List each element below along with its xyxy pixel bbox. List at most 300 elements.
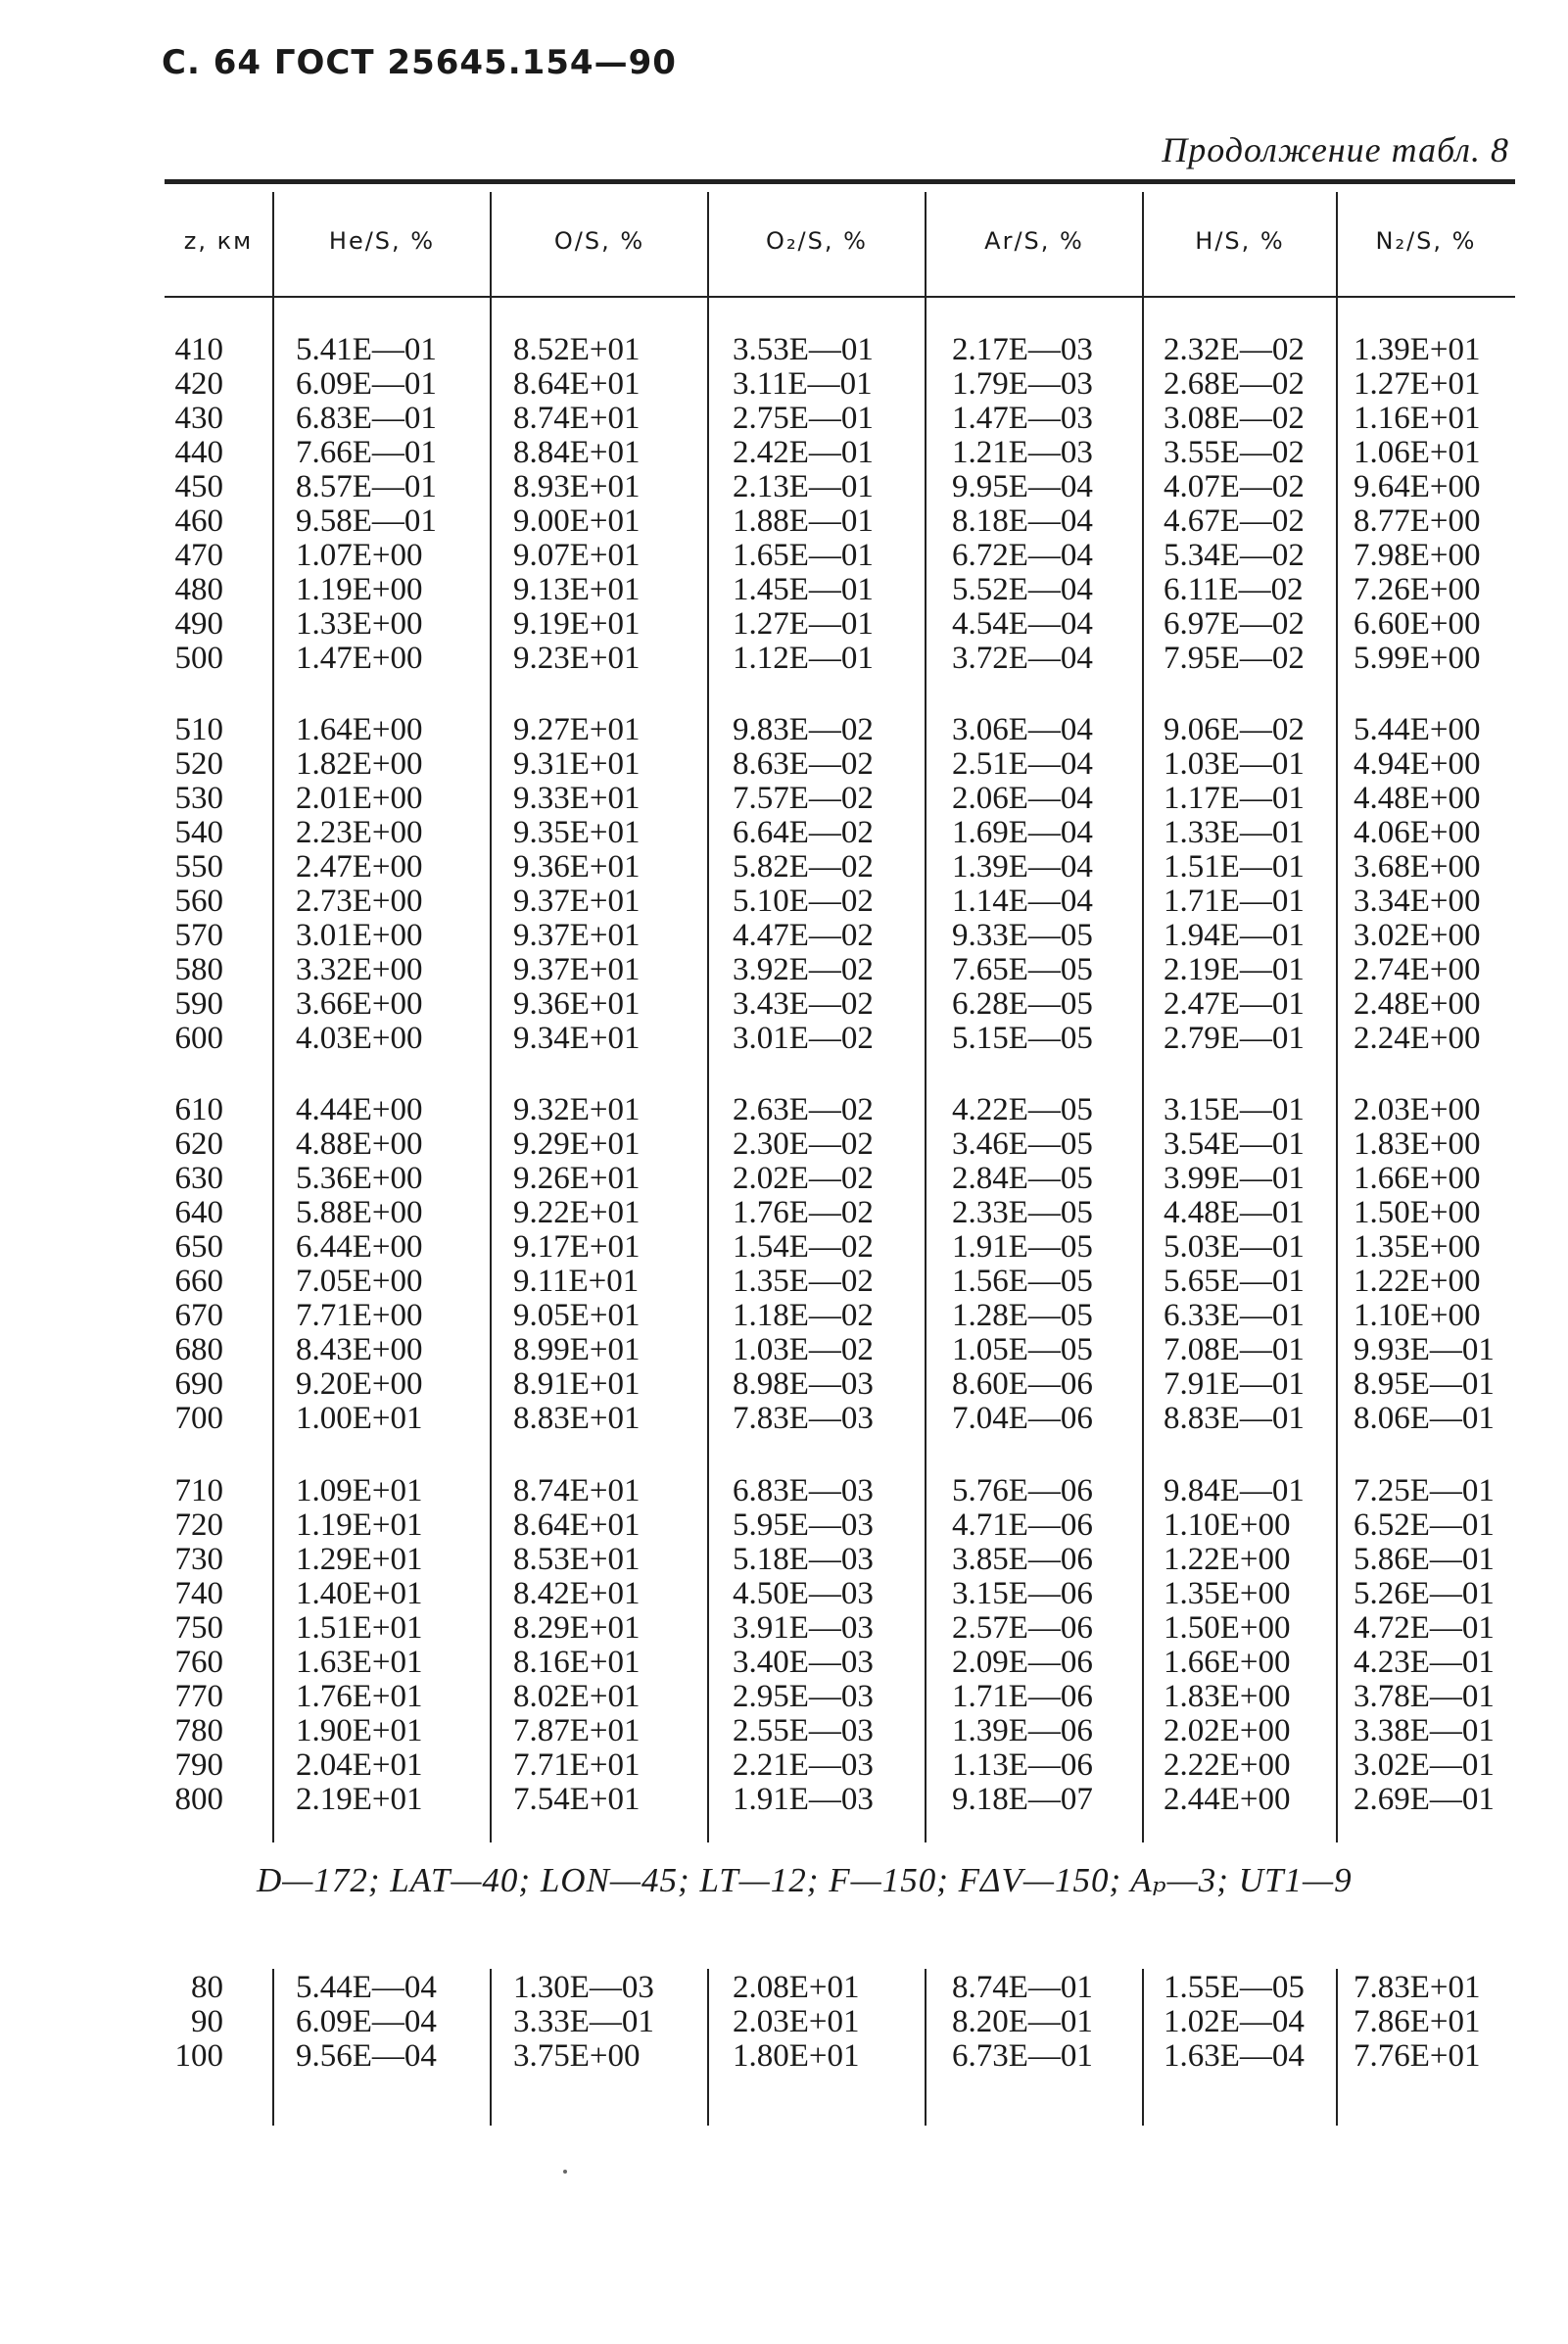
cell-ar: 7.04E—06 bbox=[952, 1401, 1093, 1436]
page-speck bbox=[563, 2170, 567, 2174]
cell-ar: 2.57E—06 bbox=[952, 1610, 1093, 1646]
cell-he: 6.09E—04 bbox=[296, 2004, 437, 2039]
cell-he: 4.03E+00 bbox=[296, 1021, 423, 1056]
cell-o: 7.54E+01 bbox=[513, 1782, 641, 1817]
cell-o2: 1.27E—01 bbox=[733, 606, 874, 642]
cell-n2: 1.50E+00 bbox=[1354, 1195, 1481, 1230]
cell-o: 9.37E+01 bbox=[513, 884, 641, 919]
column-separator-5 bbox=[1142, 1969, 1144, 2126]
cell-ar: 1.79E—03 bbox=[952, 366, 1093, 402]
cell-n2: 7.86E+01 bbox=[1354, 2004, 1481, 2039]
cell-h: 2.22E+00 bbox=[1164, 1747, 1291, 1783]
cell-o2: 2.13E—01 bbox=[733, 469, 874, 504]
cell-o2: 1.35E—02 bbox=[733, 1264, 874, 1299]
cell-o: 9.37E+01 bbox=[513, 952, 641, 987]
cell-z: 550 bbox=[174, 849, 223, 885]
cell-o2: 2.21E—03 bbox=[733, 1747, 874, 1783]
column-header-ar: Ar/S, % bbox=[984, 227, 1084, 255]
cell-h: 1.35E+00 bbox=[1164, 1576, 1291, 1611]
cell-z: 580 bbox=[174, 952, 223, 987]
cell-z: 650 bbox=[174, 1229, 223, 1265]
cell-ar: 2.09E—06 bbox=[952, 1645, 1093, 1680]
cell-n2: 6.60E+00 bbox=[1354, 606, 1481, 642]
cell-h: 1.22E+00 bbox=[1164, 1542, 1291, 1577]
cell-ar: 1.47E—03 bbox=[952, 401, 1093, 436]
cell-h: 7.91E—01 bbox=[1164, 1366, 1305, 1402]
cell-h: 4.48E—01 bbox=[1164, 1195, 1305, 1230]
cell-o2: 1.80E+01 bbox=[733, 2038, 860, 2074]
cell-ar: 1.13E—06 bbox=[952, 1747, 1093, 1783]
cell-ar: 3.72E—04 bbox=[952, 641, 1093, 676]
column-header-z: z, км bbox=[183, 227, 254, 255]
cell-o2: 1.91E—03 bbox=[733, 1782, 874, 1817]
cell-ar: 9.18E—07 bbox=[952, 1782, 1093, 1817]
cell-he: 6.83E—01 bbox=[296, 401, 437, 436]
cell-z: 430 bbox=[174, 401, 223, 436]
cell-o2: 8.98E—03 bbox=[733, 1366, 874, 1402]
cell-h: 7.08E—01 bbox=[1164, 1332, 1305, 1367]
cell-ar: 6.28E—05 bbox=[952, 986, 1093, 1022]
cell-h: 3.54E—01 bbox=[1164, 1126, 1305, 1162]
column-separator-6 bbox=[1336, 192, 1338, 1842]
cell-he: 2.01E+00 bbox=[296, 781, 423, 816]
cell-n2: 3.38E—01 bbox=[1354, 1713, 1495, 1748]
cell-o: 8.52E+01 bbox=[513, 332, 641, 367]
column-separator-3 bbox=[707, 1969, 709, 2126]
cell-o: 8.02E+01 bbox=[513, 1679, 641, 1714]
cell-o: 9.33E+01 bbox=[513, 781, 641, 816]
cell-h: 1.33E—01 bbox=[1164, 815, 1305, 850]
cell-he: 6.09E—01 bbox=[296, 366, 437, 402]
cell-ar: 5.15E—05 bbox=[952, 1021, 1093, 1056]
cell-z: 80 bbox=[191, 1970, 223, 2005]
cell-z: 450 bbox=[174, 469, 223, 504]
cell-o2: 2.95E—03 bbox=[733, 1679, 874, 1714]
cell-o: 9.23E+01 bbox=[513, 641, 641, 676]
cell-h: 2.47E—01 bbox=[1164, 986, 1305, 1022]
cell-o: 8.42E+01 bbox=[513, 1576, 641, 1611]
cell-h: 1.71E—01 bbox=[1164, 884, 1305, 919]
cell-he: 5.44E—04 bbox=[296, 1970, 437, 2005]
column-header-he: He/S, % bbox=[328, 227, 436, 255]
cell-he: 1.82E+00 bbox=[296, 746, 423, 782]
cell-h: 6.97E—02 bbox=[1164, 606, 1305, 642]
cell-ar: 9.33E—05 bbox=[952, 918, 1093, 953]
cell-he: 1.19E+00 bbox=[296, 572, 423, 607]
cell-z: 690 bbox=[174, 1366, 223, 1402]
cell-ar: 1.05E—05 bbox=[952, 1332, 1093, 1367]
cell-he: 1.40E+01 bbox=[296, 1576, 423, 1611]
cell-o2: 1.45E—01 bbox=[733, 572, 874, 607]
cell-n2: 2.74E+00 bbox=[1354, 952, 1481, 987]
cell-ar: 7.65E—05 bbox=[952, 952, 1093, 987]
cell-o: 8.64E+01 bbox=[513, 1507, 641, 1543]
cell-o2: 4.47E—02 bbox=[733, 918, 874, 953]
column-header-n2: N₂/S, % bbox=[1375, 227, 1477, 255]
cell-he: 2.73E+00 bbox=[296, 884, 423, 919]
cell-n2: 7.26E+00 bbox=[1354, 572, 1481, 607]
cell-o: 9.05E+01 bbox=[513, 1298, 641, 1333]
cell-h: 1.55E—05 bbox=[1164, 1970, 1305, 2005]
cell-he: 1.00E+01 bbox=[296, 1401, 423, 1436]
cell-he: 1.33E+00 bbox=[296, 606, 423, 642]
cell-z: 640 bbox=[174, 1195, 223, 1230]
cell-ar: 5.52E—04 bbox=[952, 572, 1093, 607]
cell-o2: 2.03E+01 bbox=[733, 2004, 860, 2039]
cell-n2: 9.93E—01 bbox=[1354, 1332, 1495, 1367]
cell-z: 410 bbox=[174, 332, 223, 367]
cell-ar: 3.46E—05 bbox=[952, 1126, 1093, 1162]
cell-z: 790 bbox=[174, 1747, 223, 1783]
cell-z: 540 bbox=[174, 815, 223, 850]
cell-o: 9.34E+01 bbox=[513, 1021, 641, 1056]
cell-n2: 9.64E+00 bbox=[1354, 469, 1481, 504]
cell-o: 9.13E+01 bbox=[513, 572, 641, 607]
column-separator-4 bbox=[925, 1969, 927, 2126]
cell-he: 3.66E+00 bbox=[296, 986, 423, 1022]
cell-o2: 5.82E—02 bbox=[733, 849, 874, 885]
cell-o2: 2.08E+01 bbox=[733, 1970, 860, 2005]
cell-he: 7.66E—01 bbox=[296, 435, 437, 470]
cell-o: 9.37E+01 bbox=[513, 918, 641, 953]
cell-ar: 6.72E—04 bbox=[952, 538, 1093, 573]
column-header-o2: O₂/S, % bbox=[766, 227, 868, 255]
cell-z: 610 bbox=[174, 1092, 223, 1127]
cell-o2: 5.95E—03 bbox=[733, 1507, 874, 1543]
cell-h: 6.11E—02 bbox=[1164, 572, 1304, 607]
cell-o2: 2.42E—01 bbox=[733, 435, 874, 470]
cell-n2: 5.86E—01 bbox=[1354, 1542, 1495, 1577]
cell-o2: 1.03E—02 bbox=[733, 1332, 874, 1367]
cell-he: 1.76E+01 bbox=[296, 1679, 423, 1714]
cell-z: 770 bbox=[174, 1679, 223, 1714]
cell-z: 520 bbox=[174, 746, 223, 782]
cell-ar: 2.17E—03 bbox=[952, 332, 1093, 367]
cell-ar: 8.74E—01 bbox=[952, 1970, 1093, 2005]
cell-o: 8.29E+01 bbox=[513, 1610, 641, 1646]
cell-he: 1.09E+01 bbox=[296, 1473, 423, 1508]
cell-ar: 8.60E—06 bbox=[952, 1366, 1093, 1402]
cell-o: 9.31E+01 bbox=[513, 746, 641, 782]
cell-z: 800 bbox=[174, 1782, 223, 1817]
cell-n2: 7.98E+00 bbox=[1354, 538, 1481, 573]
cell-o2: 6.83E—03 bbox=[733, 1473, 874, 1508]
cell-he: 2.23E+00 bbox=[296, 815, 423, 850]
cell-o2: 1.54E—02 bbox=[733, 1229, 874, 1265]
cell-o2: 2.30E—02 bbox=[733, 1126, 874, 1162]
cell-o: 8.84E+01 bbox=[513, 435, 641, 470]
cell-n2: 5.99E+00 bbox=[1354, 641, 1481, 676]
cell-z: 730 bbox=[174, 1542, 223, 1577]
cell-h: 1.63E—04 bbox=[1164, 2038, 1305, 2074]
cell-h: 1.66E+00 bbox=[1164, 1645, 1291, 1680]
cell-o2: 1.88E—01 bbox=[733, 503, 874, 539]
cell-o: 8.99E+01 bbox=[513, 1332, 641, 1367]
cell-h: 3.08E—02 bbox=[1164, 401, 1305, 436]
cell-ar: 1.21E—03 bbox=[952, 435, 1093, 470]
cell-ar: 2.06E—04 bbox=[952, 781, 1093, 816]
cell-n2: 5.26E—01 bbox=[1354, 1576, 1495, 1611]
cell-o2: 1.65E—01 bbox=[733, 538, 874, 573]
cell-n2: 1.27E+01 bbox=[1354, 366, 1481, 402]
cell-he: 8.57E—01 bbox=[296, 469, 437, 504]
cell-n2: 7.83E+01 bbox=[1354, 1970, 1481, 2005]
cell-ar: 1.39E—06 bbox=[952, 1713, 1093, 1748]
cell-h: 9.84E—01 bbox=[1164, 1473, 1305, 1508]
cell-z: 460 bbox=[174, 503, 223, 539]
cell-z: 740 bbox=[174, 1576, 223, 1611]
cell-ar: 3.85E—06 bbox=[952, 1542, 1093, 1577]
column-separator-1 bbox=[272, 192, 274, 1842]
cell-o2: 3.11E—01 bbox=[733, 366, 873, 402]
cell-o: 8.93E+01 bbox=[513, 469, 641, 504]
cell-o: 8.74E+01 bbox=[513, 401, 641, 436]
cell-z: 750 bbox=[174, 1610, 223, 1646]
cell-z: 90 bbox=[191, 2004, 223, 2039]
cell-o: 9.29E+01 bbox=[513, 1126, 641, 1162]
cell-o2: 9.83E—02 bbox=[733, 712, 874, 747]
cell-ar: 1.39E—04 bbox=[952, 849, 1093, 885]
cell-n2: 6.52E—01 bbox=[1354, 1507, 1495, 1543]
cell-he: 3.32E+00 bbox=[296, 952, 423, 987]
cell-he: 4.88E+00 bbox=[296, 1126, 423, 1162]
cell-o: 9.07E+01 bbox=[513, 538, 641, 573]
cell-he: 1.19E+01 bbox=[296, 1507, 423, 1543]
cell-z: 470 bbox=[174, 538, 223, 573]
cell-o2: 3.91E—03 bbox=[733, 1610, 874, 1646]
cell-he: 2.04E+01 bbox=[296, 1747, 423, 1783]
cell-ar: 8.18E—04 bbox=[952, 503, 1093, 539]
column-separator-2 bbox=[490, 1969, 492, 2126]
cell-ar: 1.91E—05 bbox=[952, 1229, 1093, 1265]
table-continuation-label: Продолжение табл. 8 bbox=[1162, 130, 1509, 169]
parameters-line: D—172; LAT—40; LON—45; LT—12; F—150; FΔV—150; Aₚ—3; UT1—9 bbox=[257, 1861, 1353, 1899]
cell-z: 440 bbox=[174, 435, 223, 470]
cell-n2: 2.69E—01 bbox=[1354, 1782, 1495, 1817]
cell-ar: 1.28E—05 bbox=[952, 1298, 1093, 1333]
cell-h: 2.32E—02 bbox=[1164, 332, 1305, 367]
cell-n2: 7.25E—01 bbox=[1354, 1473, 1495, 1508]
cell-n2: 7.76E+01 bbox=[1354, 2038, 1481, 2074]
cell-n2: 1.06E+01 bbox=[1354, 435, 1481, 470]
cell-z: 510 bbox=[174, 712, 223, 747]
cell-he: 8.43E+00 bbox=[296, 1332, 423, 1367]
cell-o2: 6.64E—02 bbox=[733, 815, 874, 850]
cell-o2: 2.02E—02 bbox=[733, 1161, 874, 1196]
cell-o: 9.36E+01 bbox=[513, 986, 641, 1022]
cell-n2: 1.83E+00 bbox=[1354, 1126, 1481, 1162]
cell-he: 1.64E+00 bbox=[296, 712, 423, 747]
cell-o: 9.27E+01 bbox=[513, 712, 641, 747]
table-top-rule bbox=[165, 179, 1515, 184]
cell-he: 6.44E+00 bbox=[296, 1229, 423, 1265]
cell-h: 7.95E—02 bbox=[1164, 641, 1305, 676]
column-separator-5 bbox=[1142, 192, 1144, 1842]
header-bottom-rule bbox=[165, 296, 1515, 298]
cell-h: 1.51E—01 bbox=[1164, 849, 1305, 885]
cell-ar: 3.15E—06 bbox=[952, 1576, 1093, 1611]
column-header-o: O/S, % bbox=[553, 227, 645, 255]
cell-z: 600 bbox=[174, 1021, 223, 1056]
cell-n2: 4.72E—01 bbox=[1354, 1610, 1495, 1646]
cell-he: 2.19E+01 bbox=[296, 1782, 423, 1817]
cell-o2: 3.43E—02 bbox=[733, 986, 874, 1022]
cell-n2: 1.22E+00 bbox=[1354, 1264, 1481, 1299]
cell-h: 3.99E—01 bbox=[1164, 1161, 1305, 1196]
column-separator-6 bbox=[1336, 1969, 1338, 2126]
cell-o: 9.35E+01 bbox=[513, 815, 641, 850]
cell-he: 9.20E+00 bbox=[296, 1366, 423, 1402]
cell-o: 7.71E+01 bbox=[513, 1747, 641, 1783]
cell-h: 3.55E—02 bbox=[1164, 435, 1305, 470]
cell-n2: 8.06E—01 bbox=[1354, 1401, 1495, 1436]
cell-o2: 3.01E—02 bbox=[733, 1021, 874, 1056]
cell-o: 9.00E+01 bbox=[513, 503, 641, 539]
cell-h: 1.17E—01 bbox=[1164, 781, 1305, 816]
cell-h: 2.44E+00 bbox=[1164, 1782, 1291, 1817]
cell-h: 1.94E—01 bbox=[1164, 918, 1305, 953]
cell-he: 5.41E—01 bbox=[296, 332, 437, 367]
cell-n2: 3.68E+00 bbox=[1354, 849, 1481, 885]
cell-z: 100 bbox=[174, 2038, 223, 2074]
cell-o: 8.74E+01 bbox=[513, 1473, 641, 1508]
cell-o: 8.64E+01 bbox=[513, 366, 641, 402]
column-separator-2 bbox=[490, 192, 492, 1842]
cell-o2: 7.83E—03 bbox=[733, 1401, 874, 1436]
cell-n2: 1.39E+01 bbox=[1354, 332, 1481, 367]
cell-ar: 1.71E—06 bbox=[952, 1679, 1093, 1714]
cell-ar: 4.54E—04 bbox=[952, 606, 1093, 642]
cell-o: 7.87E+01 bbox=[513, 1713, 641, 1748]
cell-ar: 4.71E—06 bbox=[952, 1507, 1093, 1543]
cell-h: 1.83E+00 bbox=[1164, 1679, 1291, 1714]
cell-h: 9.06E—02 bbox=[1164, 712, 1305, 747]
cell-o2: 7.57E—02 bbox=[733, 781, 874, 816]
cell-o2: 8.63E—02 bbox=[733, 746, 874, 782]
cell-z: 710 bbox=[174, 1473, 223, 1508]
cell-ar: 2.51E—04 bbox=[952, 746, 1093, 782]
cell-he: 1.47E+00 bbox=[296, 641, 423, 676]
cell-ar: 1.14E—04 bbox=[952, 884, 1093, 919]
cell-o: 9.19E+01 bbox=[513, 606, 641, 642]
cell-o2: 2.55E—03 bbox=[733, 1713, 874, 1748]
cell-z: 530 bbox=[174, 781, 223, 816]
column-header-h: H/S, % bbox=[1195, 227, 1285, 255]
cell-z: 490 bbox=[174, 606, 223, 642]
cell-he: 3.01E+00 bbox=[296, 918, 423, 953]
cell-n2: 3.78E—01 bbox=[1354, 1679, 1495, 1714]
cell-o: 8.91E+01 bbox=[513, 1366, 641, 1402]
cell-ar: 1.56E—05 bbox=[952, 1264, 1093, 1299]
cell-o: 8.83E+01 bbox=[513, 1401, 641, 1436]
cell-h: 4.07E—02 bbox=[1164, 469, 1305, 504]
cell-ar: 3.06E—04 bbox=[952, 712, 1093, 747]
cell-he: 5.88E+00 bbox=[296, 1195, 423, 1230]
cell-ar: 9.95E—04 bbox=[952, 469, 1093, 504]
cell-o2: 4.50E—03 bbox=[733, 1576, 874, 1611]
cell-n2: 1.35E+00 bbox=[1354, 1229, 1481, 1265]
cell-h: 2.02E+00 bbox=[1164, 1713, 1291, 1748]
cell-n2: 5.44E+00 bbox=[1354, 712, 1481, 747]
cell-z: 620 bbox=[174, 1126, 223, 1162]
cell-ar: 1.69E—04 bbox=[952, 815, 1093, 850]
cell-ar: 8.20E—01 bbox=[952, 2004, 1093, 2039]
cell-z: 480 bbox=[174, 572, 223, 607]
cell-z: 590 bbox=[174, 986, 223, 1022]
cell-he: 9.56E—04 bbox=[296, 2038, 437, 2074]
cell-he: 5.36E+00 bbox=[296, 1161, 423, 1196]
cell-n2: 2.03E+00 bbox=[1354, 1092, 1481, 1127]
cell-z: 630 bbox=[174, 1161, 223, 1196]
cell-n2: 8.95E—01 bbox=[1354, 1366, 1495, 1402]
cell-o: 8.53E+01 bbox=[513, 1542, 641, 1577]
cell-h: 2.19E—01 bbox=[1164, 952, 1305, 987]
cell-h: 5.34E—02 bbox=[1164, 538, 1305, 573]
cell-o: 9.11E+01 bbox=[513, 1264, 640, 1299]
cell-he: 7.71E+00 bbox=[296, 1298, 423, 1333]
cell-he: 1.90E+01 bbox=[296, 1713, 423, 1748]
cell-h: 2.68E—02 bbox=[1164, 366, 1305, 402]
cell-o2: 3.92E—02 bbox=[733, 952, 874, 987]
cell-n2: 2.24E+00 bbox=[1354, 1021, 1481, 1056]
cell-h: 2.79E—01 bbox=[1164, 1021, 1305, 1056]
cell-h: 4.67E—02 bbox=[1164, 503, 1305, 539]
cell-o: 9.26E+01 bbox=[513, 1161, 641, 1196]
cell-o: 3.75E+00 bbox=[513, 2038, 641, 2074]
cell-z: 670 bbox=[174, 1298, 223, 1333]
cell-n2: 4.94E+00 bbox=[1354, 746, 1481, 782]
cell-o2: 2.63E—02 bbox=[733, 1092, 874, 1127]
cell-n2: 3.02E+00 bbox=[1354, 918, 1481, 953]
cell-he: 4.44E+00 bbox=[296, 1092, 423, 1127]
cell-o2: 1.12E—01 bbox=[733, 641, 874, 676]
cell-o2: 3.53E—01 bbox=[733, 332, 874, 367]
cell-n2: 1.16E+01 bbox=[1354, 401, 1481, 436]
cell-h: 1.03E—01 bbox=[1164, 746, 1305, 782]
cell-he: 1.51E+01 bbox=[296, 1610, 423, 1646]
cell-he: 1.63E+01 bbox=[296, 1645, 423, 1680]
cell-he: 1.29E+01 bbox=[296, 1542, 423, 1577]
cell-o2: 2.75E—01 bbox=[733, 401, 874, 436]
cell-n2: 1.10E+00 bbox=[1354, 1298, 1481, 1333]
cell-h: 3.15E—01 bbox=[1164, 1092, 1305, 1127]
cell-he: 7.05E+00 bbox=[296, 1264, 423, 1299]
cell-z: 660 bbox=[174, 1264, 223, 1299]
cell-o: 9.36E+01 bbox=[513, 849, 641, 885]
cell-h: 5.65E—01 bbox=[1164, 1264, 1305, 1299]
cell-o2: 1.18E—02 bbox=[733, 1298, 874, 1333]
column-separator-4 bbox=[925, 192, 927, 1842]
cell-he: 1.07E+00 bbox=[296, 538, 423, 573]
cell-z: 680 bbox=[174, 1332, 223, 1367]
cell-z: 420 bbox=[174, 366, 223, 402]
cell-o: 1.30E—03 bbox=[513, 1970, 654, 2005]
cell-z: 570 bbox=[174, 918, 223, 953]
cell-o2: 1.76E—02 bbox=[733, 1195, 874, 1230]
cell-n2: 2.48E+00 bbox=[1354, 986, 1481, 1022]
column-separator-3 bbox=[707, 192, 709, 1842]
cell-he: 9.58E—01 bbox=[296, 503, 437, 539]
cell-n2: 1.66E+00 bbox=[1354, 1161, 1481, 1196]
cell-z: 780 bbox=[174, 1713, 223, 1748]
cell-h: 6.33E—01 bbox=[1164, 1298, 1305, 1333]
cell-o2: 3.40E—03 bbox=[733, 1645, 874, 1680]
cell-n2: 4.48E+00 bbox=[1354, 781, 1481, 816]
cell-ar: 6.73E—01 bbox=[952, 2038, 1093, 2074]
cell-o2: 5.18E—03 bbox=[733, 1542, 874, 1577]
cell-o: 9.32E+01 bbox=[513, 1092, 641, 1127]
cell-z: 500 bbox=[174, 641, 223, 676]
